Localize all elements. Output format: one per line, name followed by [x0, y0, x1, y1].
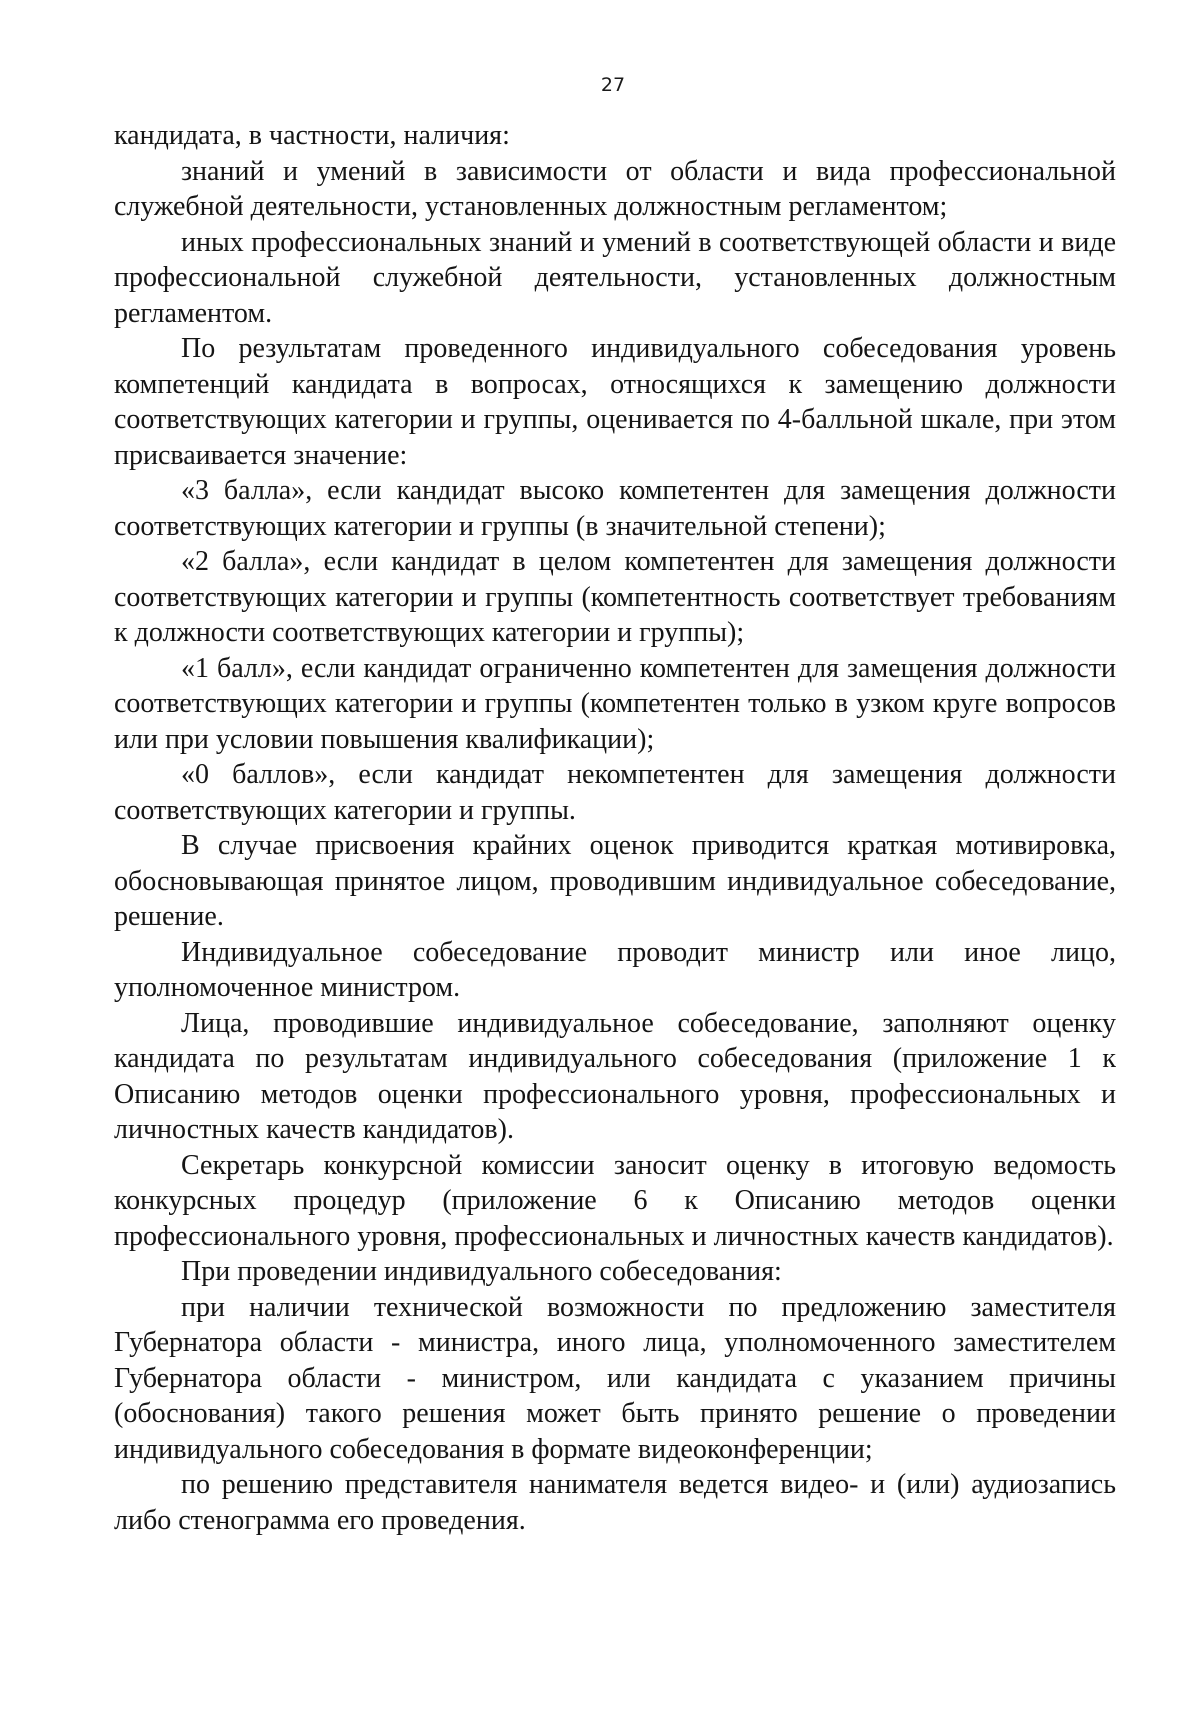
- paragraph-evaluation-form: Лица, проводившие индивидуальное собеседование, заполняют оценку кандидата по результатам индивидуального собеседования (приложение 1 к Описанию методов оценки профессионального уровня, профессиональных и личностных качеств кандидатов).: [114, 1007, 1116, 1145]
- paragraph-scoring-scale: По результатам проведенного индивидуального собеседования уровень компетенций кандидата в вопросах, относящихся к замещению должности соответствующих категории и группы, оценивается по 4-балльной шкале, при этом присваивается значение:: [114, 333, 1116, 471]
- paragraph-recording: по решению представителя нанимателя ведется видео- и (или) аудиозапись либо стенограмма его проведения.: [114, 1469, 1116, 1536]
- paragraph-during-interview: При проведении индивидуального собеседования:: [181, 1256, 782, 1287]
- paragraph-videoconference: при наличии технической возможности по предложению заместителя Губернатора области - министра, иного лица, уполномоченного заместителем Губернатора области - министром, или кандидата с указанием причины (обоснования) такого решения может быть принято решение о проведении индивидуального собеседования в формате видеоконференции;: [114, 1291, 1116, 1465]
- paragraph-score-2: «2 балла», если кандидат в целом компетентен для замещения должности соответствующих категории и группы (компетентность соответствует требованиям к должности соответствующих категории и группы);: [114, 546, 1116, 648]
- paragraph-knowledge-by-regulation: знаний и умений в зависимости от области и вида профессиональной служебной деятельности, установленных должностным регламентом;: [114, 155, 1116, 222]
- paragraph-score-1: «1 балл», если кандидат ограниченно компетентен для замещения должности соответствующих категории и группы (компетентен только в узком круге вопросов или при условии повышения квалификации);: [114, 652, 1116, 755]
- paragraph-other-knowledge: иных профессиональных знаний и умений в соответствующей области и виде профессиональной служебной деятельности, установленных должностным регламентом.: [114, 226, 1116, 329]
- page-number: 27: [600, 74, 626, 96]
- paragraph-score-0: «0 баллов», если кандидат некомпетентен для замещения должности соответствующих категории и группы.: [114, 759, 1116, 826]
- paragraph-continuation: кандидата, в частности, наличия:: [114, 120, 510, 151]
- document-body: [114, 118, 1116, 1538]
- paragraph-secretary: Секретарь конкурсной комиссии заносит оценку в итоговую ведомость конкурсных процедур (приложение 6 к Описанию методов оценки профессионального уровня, профессиональных и личностных качеств кандидатов).: [114, 1149, 1116, 1252]
- paragraph-extreme-scores: В случае присвоения крайних оценок приводится краткая мотивировка, обосновывающая принятое лицом, проводившим индивидуальное собеседование, решение.: [114, 830, 1116, 932]
- paragraph-interviewer: Индивидуальное собеседование проводит министр или иное лицо, уполномоченное министром.: [114, 936, 1116, 1003]
- paragraph-score-3: «3 балла», если кандидат высоко компетентен для замещения должности соответствующих категории и группы (в значительной степени);: [114, 475, 1116, 542]
